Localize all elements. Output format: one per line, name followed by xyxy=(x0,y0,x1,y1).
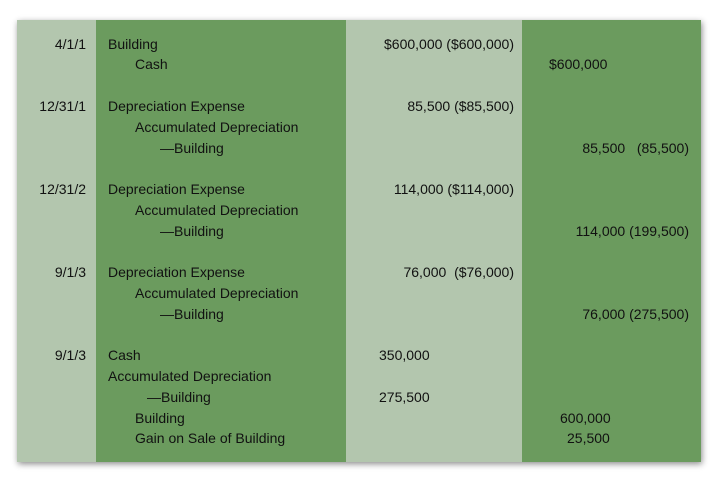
credit-amount: 76,000 (275,500) xyxy=(582,306,689,322)
debit-amount: $600,000 ($600,000) xyxy=(384,36,514,52)
account-name: Building xyxy=(135,410,185,426)
debit-amount: 76,000 ($76,000) xyxy=(403,264,514,280)
account-name: Building xyxy=(108,36,158,52)
account-name: —Building xyxy=(160,223,224,239)
account-name: Cash xyxy=(108,347,141,363)
account-name: Accumulated Depreciation xyxy=(108,368,272,384)
account-name: Gain on Sale of Building xyxy=(135,430,286,446)
date-column xyxy=(17,20,96,462)
account-name: Depreciation Expense xyxy=(108,181,245,197)
account-column xyxy=(96,20,346,462)
entry-date: 12/31/1 xyxy=(39,98,86,114)
debit-amount: 114,000 ($114,000) xyxy=(393,181,514,197)
account-name: —Building xyxy=(147,389,211,405)
account-name: Accumulated Depreciation xyxy=(135,202,299,218)
entry-date: 9/1/3 xyxy=(54,347,86,363)
debit-amount: 275,500 xyxy=(379,389,430,405)
account-name: Accumulated Depreciation xyxy=(135,119,299,135)
entry-date: 9/1/3 xyxy=(54,264,86,280)
journal-entries-table xyxy=(17,20,701,462)
entry-date: 4/1/1 xyxy=(54,36,86,52)
credit-amount: 600,000 xyxy=(560,410,611,426)
debit-column xyxy=(346,20,522,462)
account-name: —Building xyxy=(160,140,224,156)
credit-amount: 25,500 xyxy=(567,430,610,446)
account-name: —Building xyxy=(160,306,224,322)
account-name: Cash xyxy=(135,56,168,72)
account-name: Depreciation Expense xyxy=(108,264,245,280)
account-name: Depreciation Expense xyxy=(108,98,245,114)
credit-amount: $600,000 xyxy=(549,56,608,72)
credit-column xyxy=(522,20,701,462)
debit-amount: 85,500 ($85,500) xyxy=(407,98,514,114)
credit-amount: 85,500 (85,500) xyxy=(582,140,689,156)
entry-date: 12/31/2 xyxy=(39,181,86,197)
credit-amount: 114,000 (199,500) xyxy=(575,223,689,239)
account-name: Accumulated Depreciation xyxy=(135,285,299,301)
debit-amount: 350,000 xyxy=(379,347,430,363)
